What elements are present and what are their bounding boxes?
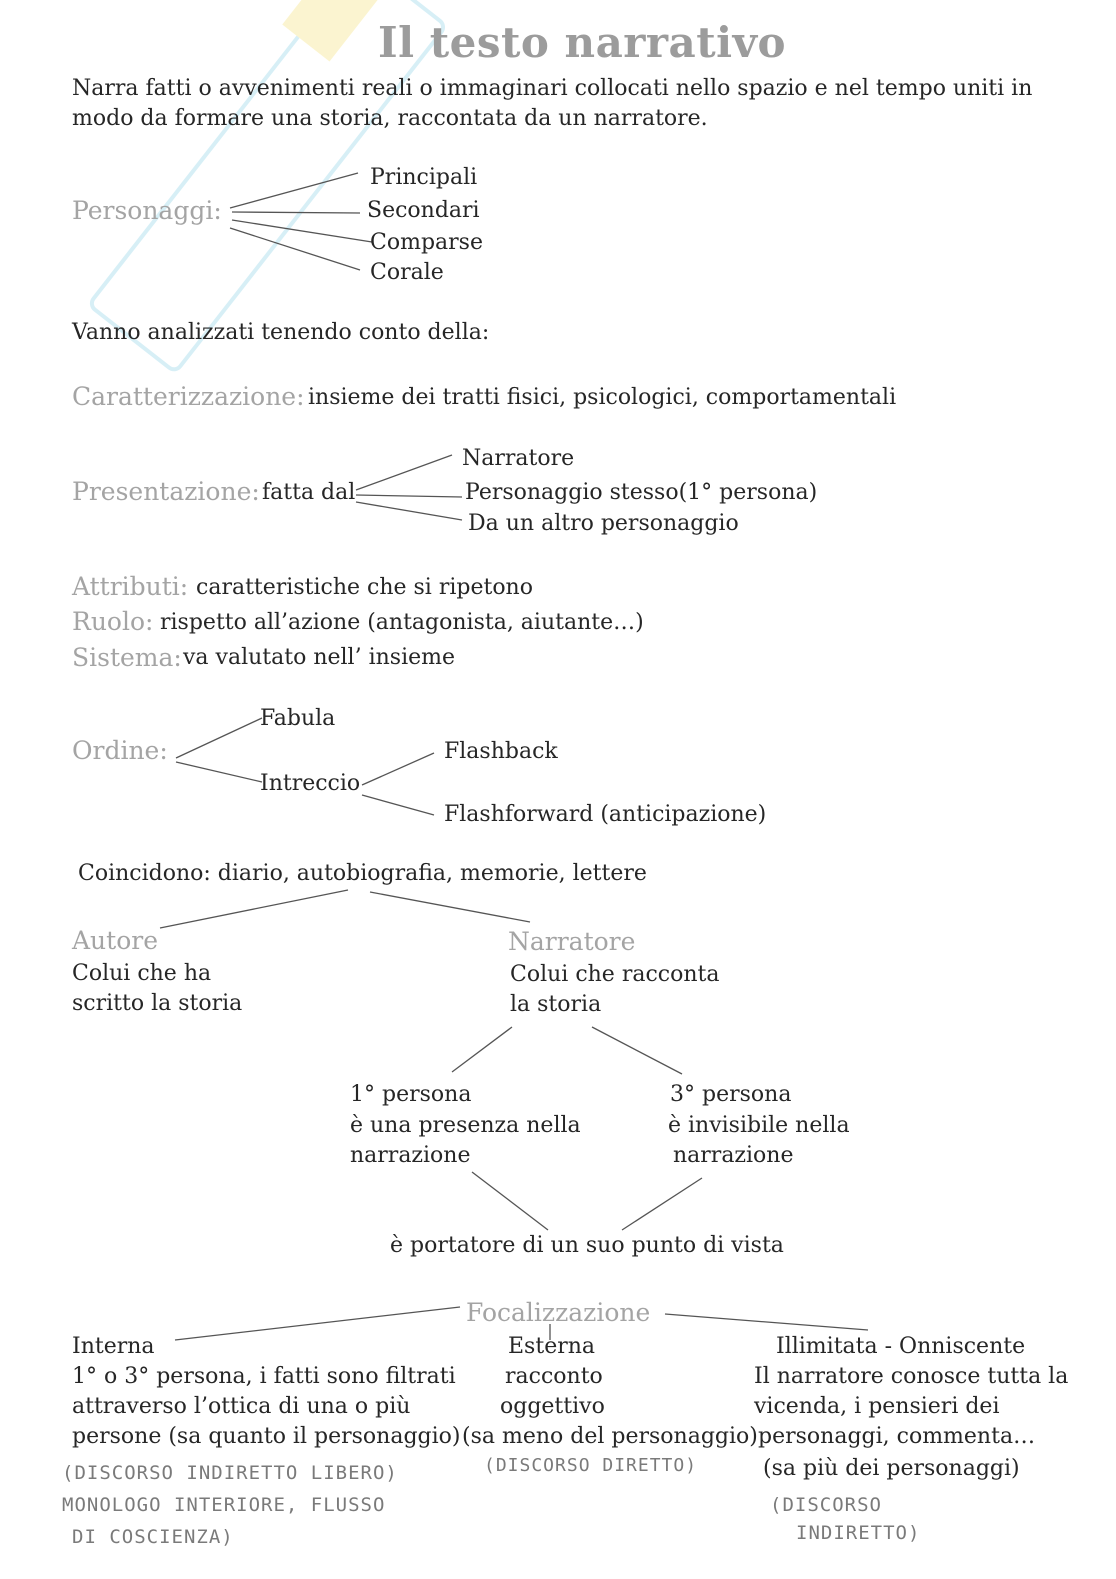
esterna-note: (DISCORSO DIRETTO): [484, 1455, 698, 1476]
personaggi-label: Personaggi:: [72, 196, 222, 225]
ruolo-text: rispetto all’azione (antagonista, aiutante…): [160, 610, 644, 635]
focalizzazione-interna-line-1: 1° o 3° persona, i fatti sono filtrati: [72, 1364, 456, 1389]
punto-di-vista: è portatore di un suo punto di vista: [390, 1233, 784, 1258]
narratore-line-1: Colui che racconta: [510, 962, 720, 987]
focalizzazione-esterna-title: Esterna: [508, 1334, 596, 1359]
focalizzazione-interna-line-3: persone (sa quanto il personaggio): [72, 1424, 461, 1449]
focalizzazione-illimitata-line-3: personaggi, commenta…: [758, 1424, 1036, 1449]
autore-title: Autore: [72, 926, 158, 955]
focalizzazione-illimitata-line-4: (sa più dei personaggi): [763, 1456, 1020, 1481]
prima-persona-title: 1° persona: [350, 1082, 472, 1107]
presentazione-label: Presentazione:: [72, 477, 260, 506]
personaggi-item-principali: Principali: [370, 165, 478, 190]
autore-line-1: Colui che ha: [72, 961, 212, 986]
focalizzazione-interna-line-2: attraverso l’ottica di una o più: [72, 1394, 411, 1419]
illimitata-note-1: (DISCORSO: [770, 1494, 882, 1516]
coincidono-text: Coincidono: diario, autobiografia, memorie, lettere: [78, 861, 647, 886]
caratterizzazione-text: insieme dei tratti fisici, psicologici, comportamentali: [308, 385, 897, 410]
ruolo-label: Ruolo:: [72, 607, 154, 636]
page-title: Il testo narrativo: [378, 18, 787, 67]
narratore-line-2: la storia: [510, 992, 602, 1017]
analisi-intro: Vanno analizzati tenendo conto della:: [72, 320, 490, 345]
interna-note-3: DI COSCIENZA): [72, 1526, 234, 1548]
ordine-intreccio: Intreccio: [260, 771, 361, 796]
terza-persona-line-2: narrazione: [673, 1143, 794, 1168]
ordine-fabula: Fabula: [260, 706, 336, 731]
focalizzazione-illimitata-line-2: vicenda, i pensieri dei: [754, 1394, 1000, 1419]
intro-line-2: modo da formare una storia, raccontata da un narratore.: [72, 106, 708, 131]
focalizzazione-esterna-line-1: racconto: [505, 1364, 603, 1389]
terza-persona-line-1: è invisibile nella: [668, 1113, 850, 1138]
attributi-label: Attributi:: [72, 572, 189, 601]
narratore-title: Narratore: [508, 927, 636, 956]
focalizzazione-illimitata-title: Illimitata - Onniscente: [776, 1334, 1026, 1359]
caratterizzazione-label: Caratterizzazione:: [72, 382, 305, 411]
personaggi-item-comparse: Comparse: [370, 230, 483, 255]
interna-note-1: (DISCORSO INDIRETTO LIBERO): [62, 1462, 398, 1484]
prima-persona-line-1: è una presenza nella: [350, 1113, 581, 1138]
ordine-flashforward: Flashforward (anticipazione): [444, 802, 767, 827]
presentazione-item-personaggio: Personaggio stesso(1° persona): [465, 480, 818, 505]
ordine-label: Ordine:: [72, 736, 168, 765]
illimitata-note-2: INDIRETTO): [796, 1522, 921, 1544]
focalizzazione-esterna-line-2: oggettivo: [500, 1394, 605, 1419]
presentazione-item-narratore: Narratore: [462, 446, 575, 471]
personaggi-item-secondari: Secondari: [367, 198, 480, 223]
focalizzazione-esterna-line-3: (sa meno del personaggio): [462, 1424, 758, 1449]
interna-note-2: MONOLOGO INTERIORE, FLUSSO: [62, 1494, 386, 1516]
focalizzazione-illimitata-line-1: Il narratore conosce tutta la: [754, 1364, 1069, 1389]
focalizzazione-title: Focalizzazione: [466, 1298, 651, 1327]
personaggi-item-corale: Corale: [370, 260, 444, 285]
intro-line-1: Narra fatti o avvenimenti reali o immaginari collocati nello spazio e nel tempo uniti in: [72, 76, 1033, 101]
prima-persona-line-2: narrazione: [350, 1143, 471, 1168]
sistema-label: Sistema:: [72, 643, 182, 672]
terza-persona-title: 3° persona: [670, 1082, 792, 1107]
focalizzazione-interna-title: Interna: [72, 1334, 155, 1359]
presentazione-text: fatta dal: [262, 480, 356, 505]
sistema-text: va valutato nell’ insieme: [183, 645, 456, 670]
presentazione-item-altro: Da un altro personaggio: [468, 511, 739, 536]
attributi-text: caratteristiche che si ripetono: [196, 575, 533, 600]
autore-line-2: scritto la storia: [72, 991, 243, 1016]
ordine-flashback: Flashback: [444, 739, 558, 764]
